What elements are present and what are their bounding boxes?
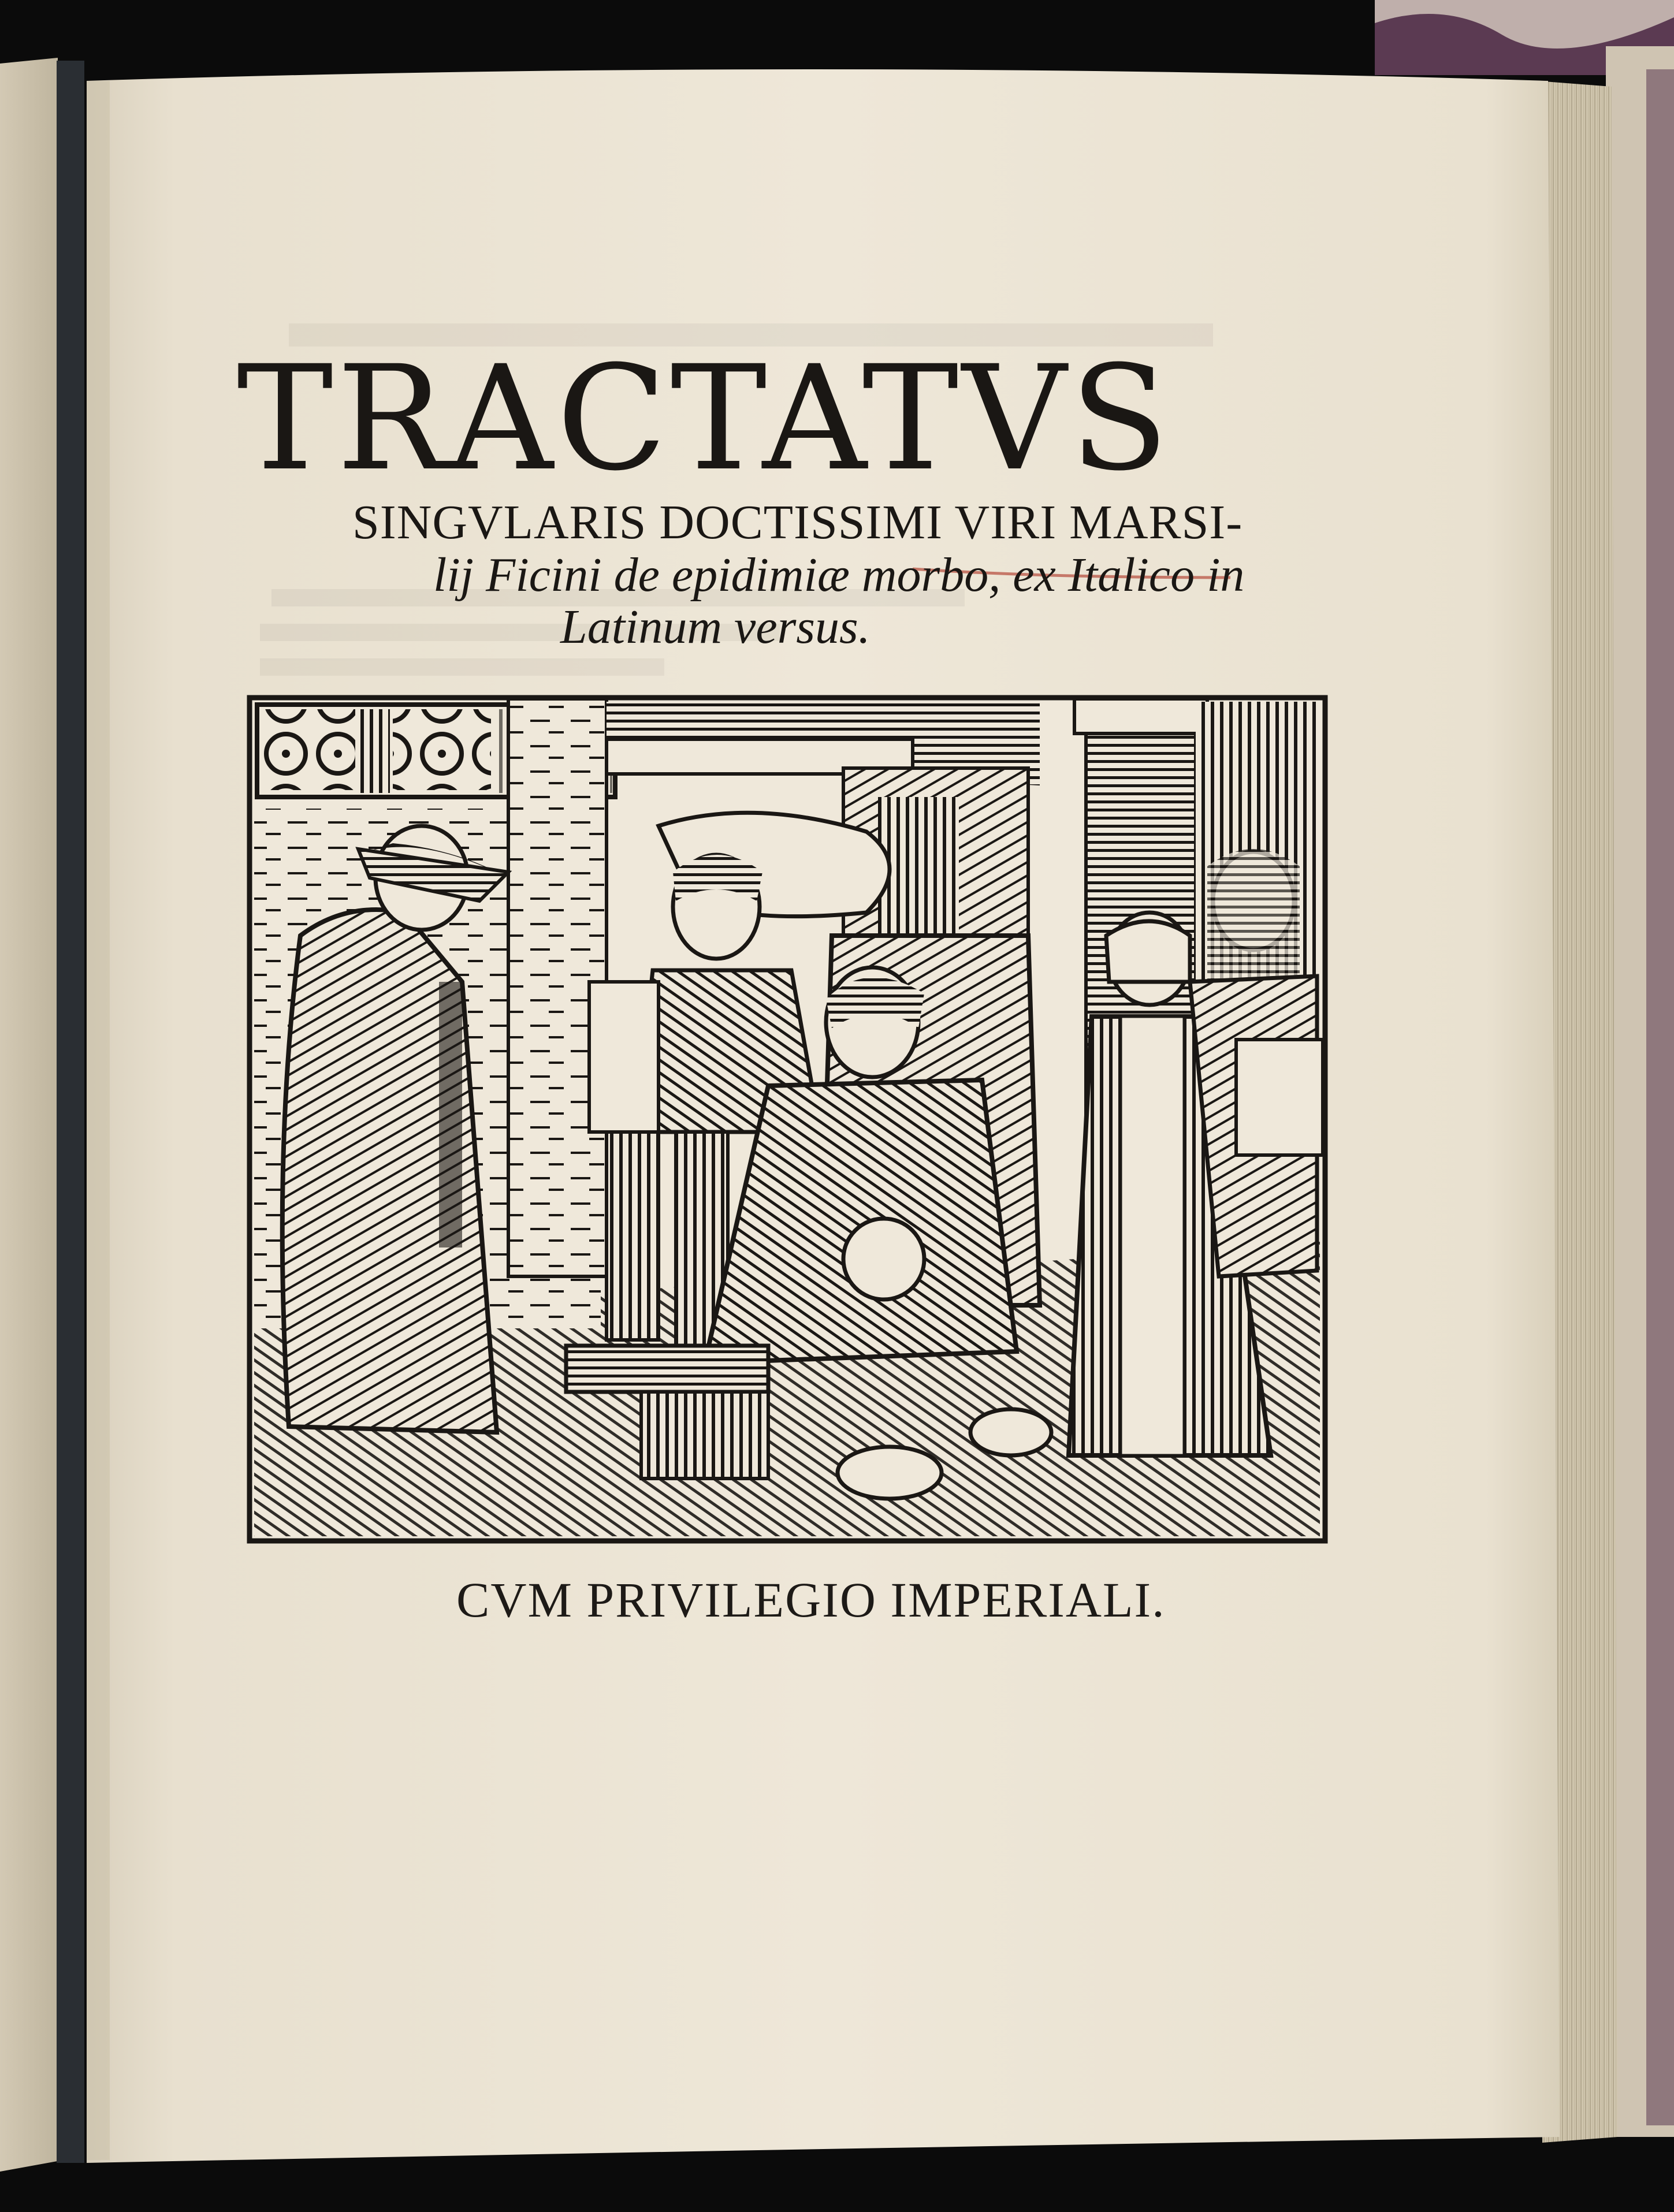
subtitle-line-3: Latinum versus. bbox=[560, 600, 871, 654]
woodcut-illustration bbox=[250, 698, 1325, 1541]
left-page bbox=[0, 58, 64, 2172]
subtitle-line-2: lij Ficini de epidimiæ morbo, ex Italico in bbox=[433, 548, 1245, 602]
spine bbox=[57, 61, 84, 2163]
page-title: TRACTATVS bbox=[237, 334, 1173, 502]
privilege-line: CVM PRIVILEGIO IMPERIALI. bbox=[456, 1572, 1166, 1628]
title-block bbox=[220, 334, 1346, 654]
subtitle-line-1: SINGVLARIS DOCTISSIMI VIRI MARSI- bbox=[352, 496, 1243, 549]
page-subtitle bbox=[220, 497, 1363, 654]
